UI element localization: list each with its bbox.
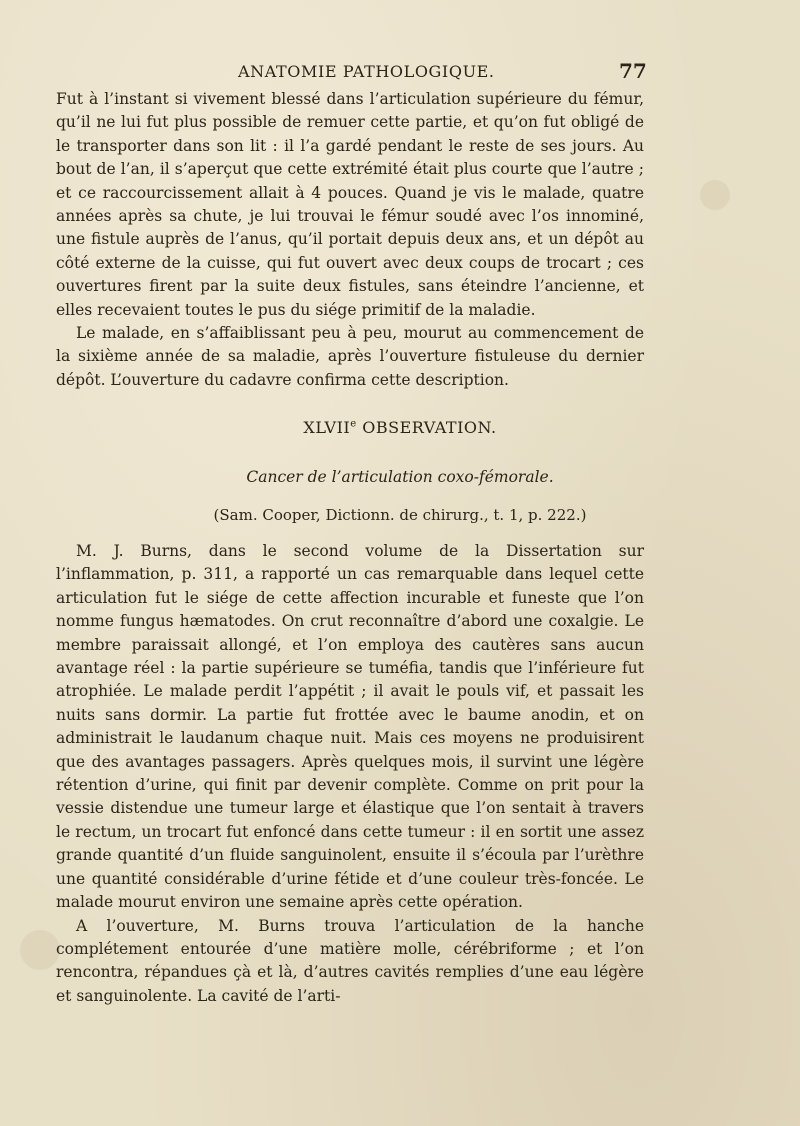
text-block-top	[56, 88, 644, 392]
paragraph: Fut à l’instant si vivement blessé dans l’articulation supérieure du fémur, qu’il ne lui fut plus possible de remuer cette partie, et qu’on fut obligé de le transporter dans son lit : il l’a gardé pendant le reste de ses jours. Au bout de l’an, il s’aperçut que cette extrémité était plus courte que l’autre ; et ce raccourcissement allait à 4 pouces. Quand je vis le malade, quatre années après sa chute, je lui trouvai le fémur soudé avec l’os innominé, une fistule auprès de l’anus, qu’il portait depuis deux ans, et un dépôt au côté externe de la cuisse, qui fut ouvert avec deux coups de trocart ; ces ouvertures firent par la suite deux fistules, sans éteindre l’ancienne, et elles recevaient toutes le pus du siége primitif de la maladie.	[56, 90, 644, 319]
text-block-bottom	[56, 540, 644, 1008]
observation-number-suffix: e	[350, 418, 357, 430]
paragraph: M. J. Burns, dans le second volume de la Dissertation sur l’inflammation, p. 311, a rapporté un cas remarquable dans lequel cette articulation fut le siége de cette affection incurable et funeste que l’on nomme fungus hæmatodes. On crut reconnaître d’abord une coxalgie. Le membre paraissait allongé, et l’on employa des cautères sans aucun avantage réel : la partie supérieure se tuméfia, tandis que l’inférieure fut atrophiée. Le malade perdit l’appétit ; il avait le pouls vif, et passait les nuits sans dormir. La partie fut frottée avec le baume anodin, et on administrait le laudanum chaque nuit. Mais ces moyens ne produisirent que des avantages passagers. Après quelques mois, il survint une légère rétention d’urine, qui finit par devenir complète. Comme on prit pour la vessie distendue une tumeur large et élastique que l’on sentait à travers le rectum, un trocart fut enfoncé dans cette tumeur : il en sortit une assez grande quantité d’un fluide sanguinolent, ensuite il s’écoula par l’urèthre une quantité considérable d’urine fétide et d’une couleur très-foncée. Le malade mourut environ une semaine après cette opération.	[56, 542, 644, 912]
paper-stain	[700, 180, 730, 210]
observation-number: XLVII	[303, 418, 351, 437]
case-source: (Sam. Cooper, Dictionn. de chirurg., t. 1, p. 222.)	[213, 506, 587, 524]
page-number: 77	[619, 59, 647, 83]
observation-label: OBSERVATION.	[362, 418, 497, 437]
running-head	[0, 59, 800, 86]
paragraph: A l’ouverture, M. Burns trouva l’articulation de la hanche complétement entourée d’une matière molle, cérébriforme ; et l’on rencontra, répandues çà et là, d’autres cavités remplies d’une eau légère et sanguinolente. La cavité de l’arti-	[56, 916, 644, 1005]
paper-stain	[20, 930, 60, 970]
running-title: ANATOMIE PATHOLOGIQUE.	[238, 62, 495, 81]
case-title: Cancer de l’articulation coxo-fémorale.	[246, 468, 554, 486]
paragraph: Le malade, en s’affaiblissant peu à peu, mourut au commencement de la sixième année de sa maladie, après l’ouverture fistuleuse du dernier dépôt. L’ouverture du cadavre confirma cette description.	[56, 324, 644, 389]
observation-heading	[0, 418, 800, 437]
